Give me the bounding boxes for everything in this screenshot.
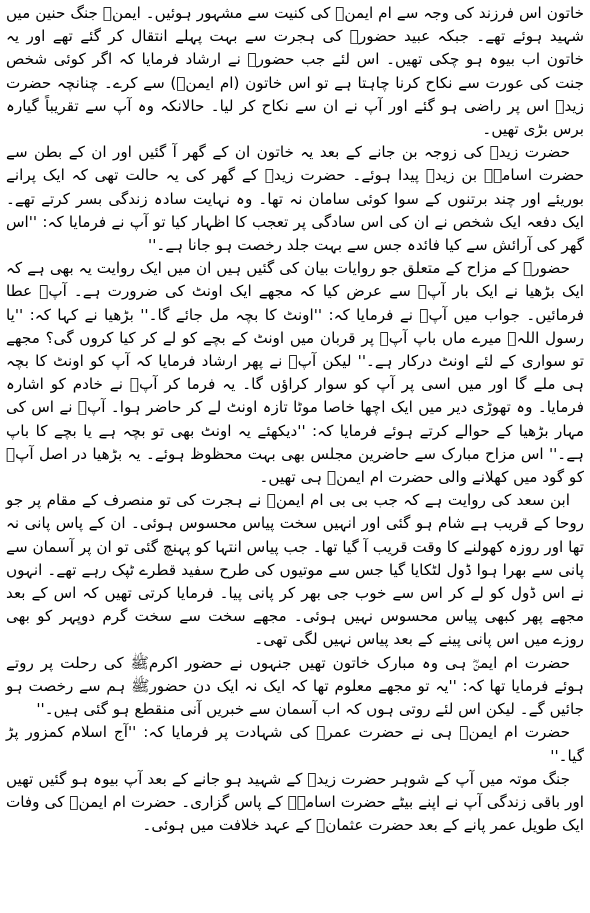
paragraph-prophet-passing: حضرت ام ایمنؓ ہی وہ مبارک خاتون تھیں جنہوں نے حضور اکرمﷺ کی رحلت پر روتے ہوئے فرمایا تھا کہ: ''یہ تو مجھے معلوم تھا کہ ایک نہ ایک دن حضورﷺ ہم سے رخصت ہو جائیں گے۔ لیکن اس لئے روتی ہوں کہ اب آسمان سے خبریں آنی منقطع ہو گئی ہیں۔'' [6,653,584,719]
paragraph-umar-martyrdom: حضرت ام ایمنؓ ہی نے حضرت عمرؓ کی شہادت پر فرمایا کہ: ''آج اسلام کمزور پڑ گیا۔'' [6,723,584,765]
paragraph-camel-anecdote: حضورﷺ کے مزاح کے متعلق جو روایات بیان کی گئیں ہیں ان میں ایک روایت یہ بھی ہے کہ ایک بڑھیا نے ایک بار آپﷺ سے عرض کیا کہ مجھے ایک اونٹ کی ضرورت ہے۔ آپﷺ عطا فرمائیں۔ جواب میں آپﷺ نے فرمایا کہ: ''اونٹ کا بچہ مل جائے گا۔'' بڑھیا نے کہا کہ: ''یا رسول اللہﷺ میرے ماں باپ آپﷺ پر قربان میں اونٹ کے بچے کو لے کر کیا کروں گی؟ مجھے تو سواری کے لئے اونٹ درکار ہے۔'' لیکن آپﷺ نے پھر ارشاد فرمایا کہ آپ کو اونٹ کا بچہ ہی ملے گا اور میں اسی پر آپ کو سوار کراؤں گا۔ یہ فرما کر آپﷺ نے خادم کو اشارہ فرمایا۔ وہ تھوڑی دیر میں ایک اچھا خاصا موٹا تازہ اونٹ لے کر حاضر ہوا۔ آپﷺ نے اس کی مہار بڑھیا کے حوالے کرتے ہوئے فرمایا کہ: ''دیکھئے یہ اونٹ بھی تو بچہ ہے یا بچے کا باپ ہے۔'' اس مزاح مبارک سے حاضرین مجلس بھی بہت محظوظ ہوئے۔ یہ بڑھیا در اصل آپﷺ کو گود میں کھلانے والی حضرت ام ایمنؓ ہی تھیں۔ [6,259,584,487]
paragraph-zaid-household: حضرت زیدؓ کی زوجہ بن جانے کے بعد یہ خاتون ان کے گھر آ گئیں اور ان کے بطن سے حضرت اسامہؓ بن زیدؓ پیدا ہوئے۔ حضرت زیدؓ کے گھر کی یہ حالت تھی کہ ایک پرانے بوریئے اور چند برتنوں کے سوا کوئی سامان نہ تھا۔ وہ نہایت سادہ زندگی بسر کرتے تھے۔ ایک دفعہ ایک شخص نے ان کی اس سادگی پر تعجب کا اظہار کیا تو آپ نے فرمایا کہ: ''اس گھر کی آرائش سے کیا فائدہ جس سے بہت جلد رخصت ہو جانا ہے۔'' [6,143,584,255]
paragraph-umm-ayman-intro: خاتون اس فرزند کی وجہ سے ام ایمنؓ کی کنیت سے مشہور ہوئیں۔ ایمنؓ جنگ حنین میں شہید ہوئے تھے۔ جبکہ عبید حضورﷺ کی ہجرت سے بہت پہلے انتقال کر گئے تھے اور یہ خاتون اب بیوہ ہو چکی تھیں۔ اس لئے جب حضورﷺ نے ارشاد فرمایا کہ اگر کوئی شخص جنت کی عورت سے نکاح کرنا چاہتا ہے تو اس خاتون (ام ایمنؓ) سے کرے۔ چنانچہ حضرت زیدؓ اس پر راضی ہو گئے اور آپ نے ان سے نکاح کر لیا۔ حالانکہ وہ آپ سے تقریباً گیارہ برس بڑی تھیں۔ [6,4,584,139]
paragraph-ibn-saad-narration: ابن سعد کی روایت ہے کہ جب بی بی ام ایمنؓ نے ہجرت کی تو منصرف کے مقام پر جو روحا کے قریب ہے شام ہو گئی اور انہیں سخت پیاس محسوس ہوئی۔ ان کے پاس پانی نہ تھا اور روزہ کھولنے کا وقت قریب آ گیا تھا۔ جب پیاس انتہا کو پہنچ گئی تو ان پر آسمان سے پانی سے بھرا ہوا ڈول لٹکایا گیا جس سے موتیوں کی طرح سفید قطرے ٹپک رہے تھے۔ انہوں نے اس ڈول کو لے کر اس سے خوب جی بھر کر پانی پیا۔ فرمایا کرتی تھیں کہ اس کے بعد مجھے پھر کبھی پیاس محسوس نہیں ہوئی۔ مجھے سخت سے سخت گرم دوپہر کو بھی روزے میں اس پانی پینے کے بعد پیاس نہیں لگی تھی۔ [6,491,584,649]
paragraph-later-life: جنگ موتہ میں آپ کے شوہر حضرت زیدؓ کے شہید ہو جانے کے بعد آپ بیوہ ہو گئیں تھیں اور باقی زندگی آپ نے اپنے بیٹے حضرت اسامہؓ کے پاس گزاری۔ حضرت ام ایمنؓ کی وفات ایک طویل عمر پانے کے بعد حضرت عثمانؓ کے عہد خلافت میں ہوئی۔ [6,769,584,835]
